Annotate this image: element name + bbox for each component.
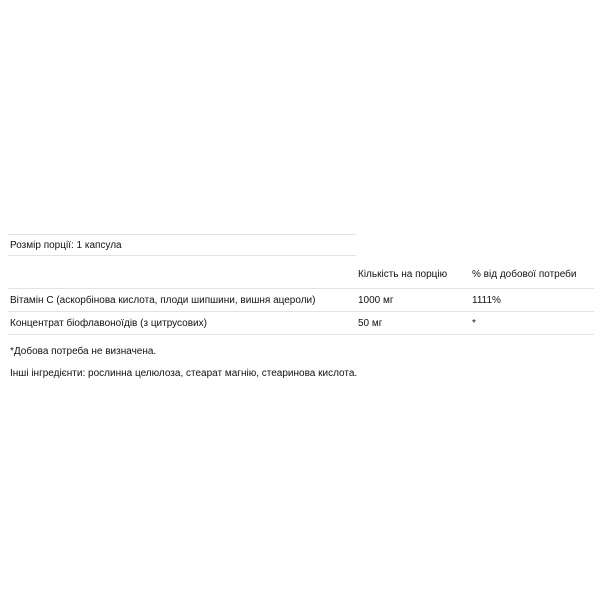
nutrient-daily-value: * [470,312,594,335]
serving-size: Розмір порції: 1 капсула [8,234,356,256]
nutrient-table [8,256,594,335]
nutrient-name: Концентрат біофлавоноїдів (з цитрусових) [8,312,356,335]
column-header-daily-value: % від добової потреби [472,268,577,280]
column-header-amount: Кількість на порцію [358,268,448,280]
nutrient-name: Вітамін С (аскорбінова кислота, плоди шипшини, вишня ацероли) [8,289,356,312]
nutrient-amount: 1000 мг [356,289,470,312]
supplement-facts [8,234,596,382]
table-header-row [8,256,594,289]
table-row [8,289,594,312]
nutrient-daily-value: 1111% [470,289,594,312]
column-header-name [8,256,356,289]
other-ingredients: Інші інгредієнти: рослинна целюлоза, стеарат магнію, стеаринова кислота. [10,368,358,379]
nutrient-amount: 50 мг [356,312,470,335]
daily-value-footnote: *Добова потреба не визначена. [10,346,157,357]
table-row [8,312,594,335]
